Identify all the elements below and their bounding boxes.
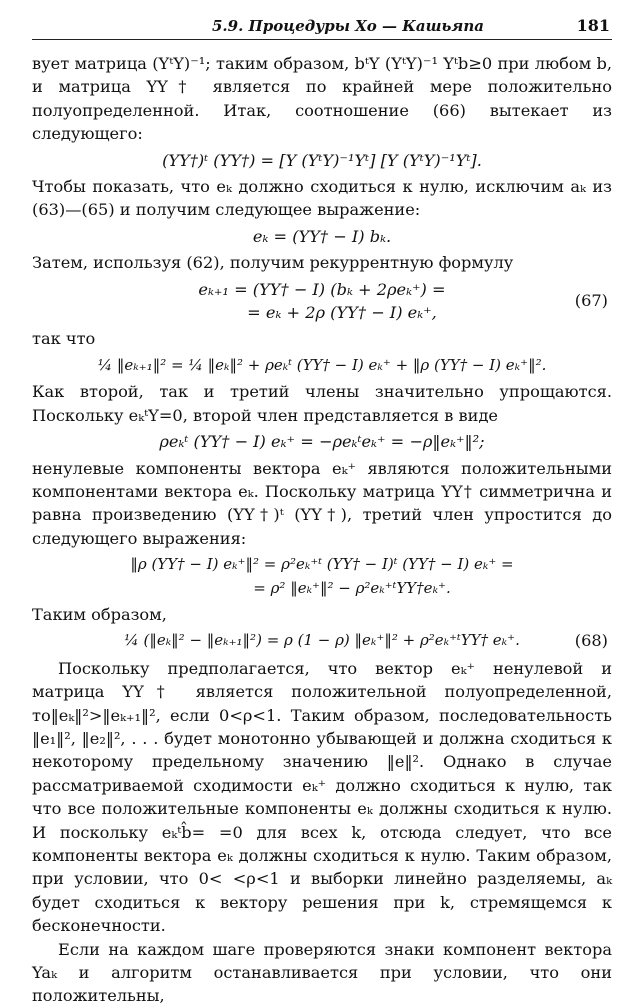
running-title: 5.9. Процедуры Хо — Кашьяпа <box>212 17 484 35</box>
equation-number: (68) <box>574 631 608 651</box>
paragraph: Если на каждом шаге проверяются знаки компонент вектора Yaₖ и алгоритм останавливается при условии, что они положительны, <box>32 939 612 1006</box>
equation-line: eₖ₊₁ = (YY† − I) (bₖ + 2ρeₖ⁺) = <box>198 279 446 299</box>
equation-line: ¼ (‖eₖ‖² − ‖eₖ₊₁‖²) = ρ (1 − ρ) ‖eₖ⁺‖² + ρ²eₖ⁺ᵗYY† eₖ⁺. <box>124 631 520 650</box>
page-number: 181 <box>576 16 610 35</box>
equation-line: ¼ ‖eₖ₊₁‖² = ¼ ‖eₖ‖² + ρeₖᵗ (YY† − I) eₖ⁺ + ‖ρ (YY† − I) eₖ⁺‖². <box>97 355 547 374</box>
equation-number: (67) <box>574 291 608 311</box>
paragraph: Чтобы показать, что eₖ должно сходиться к нулю, исключим aₖ из (63)—(65) и получим следующее выражение: <box>32 177 612 220</box>
equation-68 <box>32 629 612 652</box>
paragraph: Как второй, так и третий члены значительно упрощаются. Поскольку eₖᵗY=0, второй член представляется в виде <box>32 382 612 425</box>
equation-67 <box>32 278 612 325</box>
equation <box>32 553 612 600</box>
paragraph: Затем, используя (62), получим рекуррентную формулу <box>32 253 514 273</box>
equation-line: = ρ² ‖eₖ⁺‖² − ρ²eₖ⁺ᵗYY†eₖ⁺. <box>253 578 451 597</box>
page-body <box>32 52 612 1008</box>
equation <box>32 225 612 248</box>
running-header <box>32 16 612 40</box>
paragraph: Поскольку предполагается, что вектор eₖ⁺ ненулевой и матрица YY† является положительной полуопределенной, то‖eₖ‖²>‖eₖ₊₁‖², если 0<ρ<1. Таким образом, последовательность ‖e₁‖², ‖e₂‖², . . . будет монотонно убывающей и должна сходиться к некоторому предельному значению ‖e‖². Однако в случае рассматриваемой сходимости eₖ⁺ должно сходиться к нулю, так что все положительные компоненты eₖ должны сходиться к нулю. И поскольку eₖᵗb̂= =0 для всех k, отсюда следует, что все компоненты вектора eₖ должны сходиться к нулю. Таким образом, при условии, что 0< <ρ<1 и выборки линейно разделяемы, aₖ будет сходиться к вектору решения при k, стремящемся к бесконечности. <box>32 658 612 936</box>
equation-line: = eₖ + 2ρ (YY† − I) eₖ⁺, <box>247 303 437 323</box>
paragraph: ненулевые компоненты вектора eₖ⁺ являются положительными компонентами вектора eₖ. Поскольку матрица YY† симметрична и равна произведению (YY†)ᵗ (YY†), третий член упростится до следующего выражения: <box>32 458 612 548</box>
paragraph: так что <box>32 329 96 349</box>
equation-line: ‖ρ (YY† − I) eₖ⁺‖² = ρ²eₖ⁺ᵗ (YY† − I)ᵗ (YY† − I) eₖ⁺ = <box>130 555 514 574</box>
book-page <box>32 16 612 1008</box>
equation-line: ρeₖᵗ (YY† − I) eₖ⁺ = −ρeₖᵗeₖ⁺ = −ρ‖eₖ⁺‖²; <box>159 432 485 452</box>
equation-line: eₖ = (YY† − I) bₖ. <box>252 226 392 246</box>
equation <box>32 149 612 172</box>
paragraph: Таким образом, <box>32 604 167 624</box>
equation-line: (YY†)ᵗ (YY†) = [Y (YᵗY)⁻¹Yᵗ] [Y (YᵗY)⁻¹Yᵗ]. <box>162 150 482 170</box>
equation <box>32 430 612 453</box>
equation <box>32 354 612 377</box>
paragraph: вует матрица (YᵗY)⁻¹; таким образом, bᵗY (YᵗY)⁻¹ Yᵗb≥0 при любом b, и матрица YY† является по крайней мере положительно полуопределенной. Итак, соотношение (66) вытекает из следующего: <box>32 54 612 144</box>
